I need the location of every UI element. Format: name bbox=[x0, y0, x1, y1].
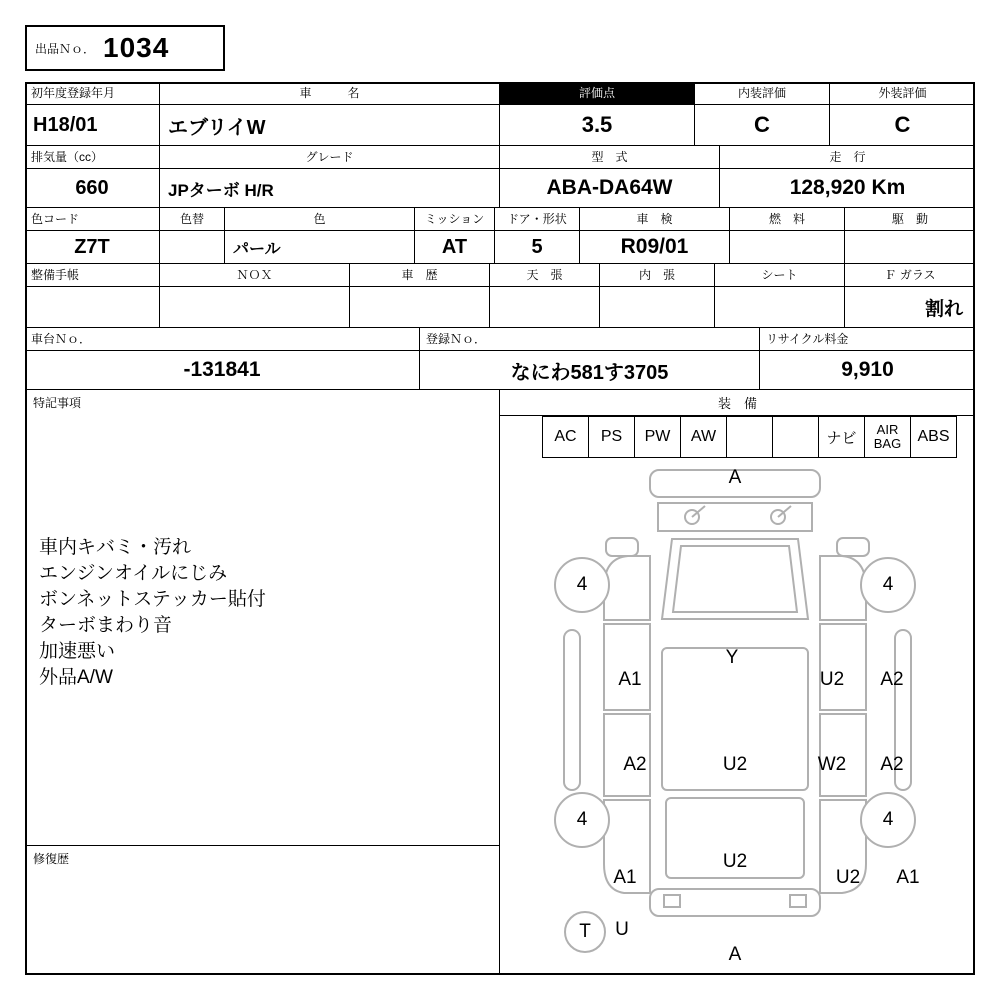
field-nox bbox=[160, 264, 350, 328]
field-grade bbox=[160, 146, 500, 208]
field-recycle-fee bbox=[760, 328, 975, 390]
field-chassis-no bbox=[25, 328, 420, 390]
lot-box bbox=[25, 25, 225, 71]
equipment-cell-airbag: AIR BAG bbox=[864, 416, 911, 458]
lot-number: 1034 bbox=[103, 32, 170, 63]
equipment-cell-ps: PS bbox=[588, 416, 635, 458]
color-code-label: 色コード bbox=[25, 208, 159, 231]
service-book-value bbox=[25, 287, 159, 327]
drive-label: 駆 動 bbox=[845, 208, 975, 231]
equipment-cell-aw: AW bbox=[680, 416, 727, 458]
damage-mark-U2: U2 bbox=[819, 669, 845, 690]
nox-label: ＮＯＸ bbox=[160, 264, 349, 287]
field-color-code bbox=[25, 208, 160, 264]
note-line: ボンネットステッカー貼付 bbox=[39, 589, 266, 610]
field-transmission bbox=[415, 208, 495, 264]
field-car-name bbox=[160, 82, 500, 146]
front-glass-value: 割れ bbox=[924, 298, 963, 320]
field-car-history bbox=[350, 264, 490, 328]
damage-mark-U2: U2 bbox=[722, 754, 748, 775]
field-interior-grade bbox=[695, 82, 830, 146]
repair-history-section bbox=[25, 845, 500, 975]
fuel-label: 燃 料 bbox=[730, 208, 844, 231]
field-color-change bbox=[160, 208, 225, 264]
field-registration-no bbox=[420, 328, 760, 390]
front-glass-label: Ｆ ガラス bbox=[845, 264, 975, 287]
damage-mark-A: A bbox=[728, 944, 742, 965]
recycle-fee-label: リサイクル料金 bbox=[760, 328, 975, 351]
lot-label: 出品Ｎｏ． bbox=[35, 41, 96, 56]
equipment-cell-pw: PW bbox=[634, 416, 681, 458]
damage-mark-A2: A2 bbox=[623, 754, 647, 775]
field-first-registration bbox=[25, 82, 160, 146]
field-drive bbox=[845, 208, 975, 264]
car-name-label: 車 名 bbox=[160, 82, 499, 105]
field-color bbox=[225, 208, 415, 264]
damage-mark-A2: A2 bbox=[880, 754, 904, 775]
damage-mark-4: 4 bbox=[882, 809, 894, 830]
note-line: 外品A/W bbox=[39, 667, 113, 688]
damage-mark-U2: U2 bbox=[835, 867, 861, 888]
color-change-value bbox=[160, 231, 224, 263]
exterior-grade-label: 外装評価 bbox=[830, 82, 975, 105]
field-front-glass bbox=[845, 264, 975, 328]
nox-value bbox=[160, 287, 349, 327]
color-change-label: 色替 bbox=[160, 208, 224, 231]
damage-mark-A1: A1 bbox=[618, 669, 642, 690]
equipment-cell-abs: ABS bbox=[910, 416, 957, 458]
equipment-cell-empty-1 bbox=[726, 416, 773, 458]
damage-mark-A1: A1 bbox=[896, 867, 920, 888]
damage-mark-A: A bbox=[728, 467, 742, 488]
score-value: 3.5 bbox=[581, 112, 613, 137]
equipment-cell-empty-2 bbox=[772, 416, 819, 458]
special-notes-list bbox=[39, 535, 266, 691]
damage-mark-4: 4 bbox=[576, 809, 588, 830]
damage-mark-A1: A1 bbox=[613, 867, 637, 888]
field-exterior-grade bbox=[830, 82, 975, 146]
first-registration-label: 初年度登録年月 bbox=[25, 82, 159, 105]
equipment-row bbox=[543, 416, 957, 458]
field-service-book bbox=[25, 264, 160, 328]
special-notes-section bbox=[25, 390, 500, 845]
car-history-value bbox=[350, 287, 489, 327]
chassis-no-value: -131841 bbox=[183, 358, 261, 381]
transmission-value: AT bbox=[441, 235, 468, 258]
seat-value bbox=[715, 287, 844, 327]
inspection-label: 車 検 bbox=[580, 208, 729, 231]
drive-value bbox=[845, 231, 975, 263]
field-score bbox=[500, 82, 695, 146]
damage-mark-4: 4 bbox=[576, 574, 588, 595]
fuel-value bbox=[730, 231, 844, 263]
field-displacement bbox=[25, 146, 160, 208]
damage-mark-Y: Y bbox=[725, 647, 739, 668]
field-mileage bbox=[720, 146, 975, 208]
note-line: エンジンオイルにじみ bbox=[39, 563, 228, 584]
diagram-marks bbox=[500, 458, 975, 975]
mileage-label: 走 行 bbox=[720, 146, 975, 169]
note-line: 車内キバミ・汚れ bbox=[39, 537, 192, 558]
registration-no-label: 登録Ｎｏ． bbox=[420, 328, 759, 351]
car-diagram bbox=[500, 458, 975, 975]
equipment-title: 装 備 bbox=[717, 396, 757, 411]
grade-value: JPターボ H/R bbox=[168, 180, 274, 200]
doors-value: 5 bbox=[531, 235, 543, 258]
damage-mark-A2: A2 bbox=[880, 669, 904, 690]
field-model-code bbox=[500, 146, 720, 208]
color-code-value: Z7T bbox=[74, 235, 110, 258]
first-registration-value: H18/01 bbox=[33, 113, 98, 136]
damage-mark-4: 4 bbox=[882, 574, 894, 595]
note-line: ターボまわり音 bbox=[39, 615, 173, 636]
model-code-label: 型 式 bbox=[500, 146, 719, 169]
doors-label: ドア・形状 bbox=[495, 208, 579, 231]
car-name-value: エブリイW bbox=[168, 116, 266, 139]
mileage-value: 128,920 Km bbox=[789, 176, 906, 199]
damage-mark-U2: U2 bbox=[722, 851, 748, 872]
score-label: 評価点 bbox=[500, 82, 694, 105]
headliner-label: 天 張 bbox=[490, 264, 599, 287]
field-headliner bbox=[490, 264, 600, 328]
field-seat bbox=[715, 264, 845, 328]
color-value: パール bbox=[233, 240, 281, 258]
field-fuel bbox=[730, 208, 845, 264]
color-label: 色 bbox=[225, 208, 414, 231]
interior-grade-value: C bbox=[754, 112, 770, 137]
equipment-cell-navi: ナビ bbox=[818, 416, 865, 458]
displacement-value: 660 bbox=[75, 176, 109, 199]
headliner-value bbox=[490, 287, 599, 327]
door-trim-label: 内 張 bbox=[600, 264, 714, 287]
equipment-header bbox=[500, 390, 975, 416]
damage-mark-W2: W2 bbox=[817, 754, 847, 775]
car-history-label: 車 歴 bbox=[350, 264, 489, 287]
interior-grade-label: 内装評価 bbox=[695, 82, 829, 105]
field-inspection bbox=[580, 208, 730, 264]
transmission-label: ミッション bbox=[415, 208, 494, 231]
special-notes-title: 特記事項 bbox=[33, 396, 82, 410]
door-trim-value bbox=[600, 287, 714, 327]
field-door-trim bbox=[600, 264, 715, 328]
service-book-label: 整備手帳 bbox=[25, 264, 159, 287]
note-line: 加速悪い bbox=[39, 641, 116, 662]
damage-mark-U: U bbox=[615, 919, 629, 940]
grade-label: グレード bbox=[160, 146, 499, 169]
chassis-no-label: 車台Ｎｏ． bbox=[25, 328, 419, 351]
model-code-value: ABA-DA64W bbox=[546, 176, 673, 199]
registration-no-value: なにわ581す3705 bbox=[510, 361, 669, 384]
recycle-fee-value: 9,910 bbox=[841, 358, 894, 381]
field-doors bbox=[495, 208, 580, 264]
seat-label: シート bbox=[715, 264, 844, 287]
damage-mark-T: T bbox=[579, 921, 591, 942]
exterior-grade-value: C bbox=[894, 112, 911, 137]
equipment-cell-ac: AC bbox=[542, 416, 589, 458]
inspection-value: R09/01 bbox=[620, 235, 689, 258]
repair-history-title: 修復歴 bbox=[33, 852, 70, 866]
displacement-label: 排気量（cc） bbox=[25, 146, 159, 169]
